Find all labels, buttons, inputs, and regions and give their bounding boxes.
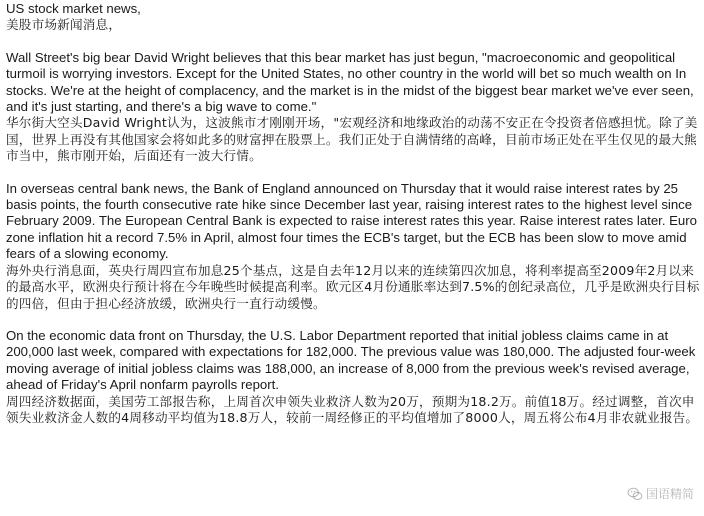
paragraph-gap — [6, 165, 700, 181]
paragraph-2-en: In overseas central bank news, the Bank of England announced on Thursday that it would raise interest rates by 25 basis points, the fourth consecutive rate hike since December last year, raising interest rates to the highest level since February 2009. The European Central Bank is expected to raise interest rates this year. Raise interest rates later. Euro zone inflation hit a record 7.5% in April, almost four times the ECB's target, but the ECB has been slow to move amid fears of a slowing economy. — [6, 180, 701, 262]
watermark — [627, 485, 694, 502]
article — [6, 1, 700, 426]
headline-zh: 美股市场新闻消息， — [6, 17, 122, 33]
paragraph-3-zh: 周四经济数据面，美国劳工部报告称，上周首次申领失业救济人数为20万，预期为18.2万。前值18万。经过调整，首次申领失业救济金人数的4周移动平均值为18.8万人，较前一周经修正的平均值增加了8000人，周五将公布4月非农就业报告。 — [6, 393, 699, 425]
paragraph-2-zh: 海外央行消息面，英央行周四宣布加息25个基点，这是自去年12月以来的连续第四次加息，将利率提高至2009年2月以来的最高水平，欧洲央行预计将在今年晚些时候提高利率。欧元区4月份通胀率达到7.5%的创纪录高位，几乎是欧洲央行目标的四倍，但由于担心经济放缓，欧洲央行一直行动缓慢。 — [6, 262, 700, 311]
wechat-logo-icon — [627, 486, 643, 502]
paragraph-1-zh: 华尔街大空头David Wright认为，这波熊市才刚刚开场，"宏观经济和地缘政治的动荡不安正在令投资者倍感担忧。除了美国，世界上再没有其他国家会将如此多的财富押在股票上。我们正处于自满情绪的高峰，目前市场正处在平生仅见的最大熊市当中，熊市刚开始，后面还有一波大行情。 — [6, 115, 698, 164]
paragraph-3-en: On the economic data front on Thursday, the U.S. Labor Department reported that initial jobless claims came in at 200,000 last week, compared with expectations for 182,000. The previous value was 180,000. The adjusted four-week moving average of initial jobless claims was 188,000, an increase of 8,000 from the previous week's revised average, ahead of Friday's April nonfarm payrolls report. — [6, 327, 700, 393]
headline-en: US stock market news, — [6, 1, 141, 16]
paragraph-gap — [6, 312, 700, 328]
paragraph-gap — [6, 34, 700, 50]
paragraph-1-en: Wall Street's big bear David Wright believes that this bear market has just begun, "macroeconomic and geopolitical turmoil is worrying investors. Except for the United States, no other country in the world will bet so much wealth on In stocks. We're at the height of complacency, and the market is in the midst of the biggest bear market we've ever seen, and it's just starting, and there's a big wave to come." — [6, 49, 698, 115]
watermark-text: 国语精简 — [645, 487, 694, 501]
